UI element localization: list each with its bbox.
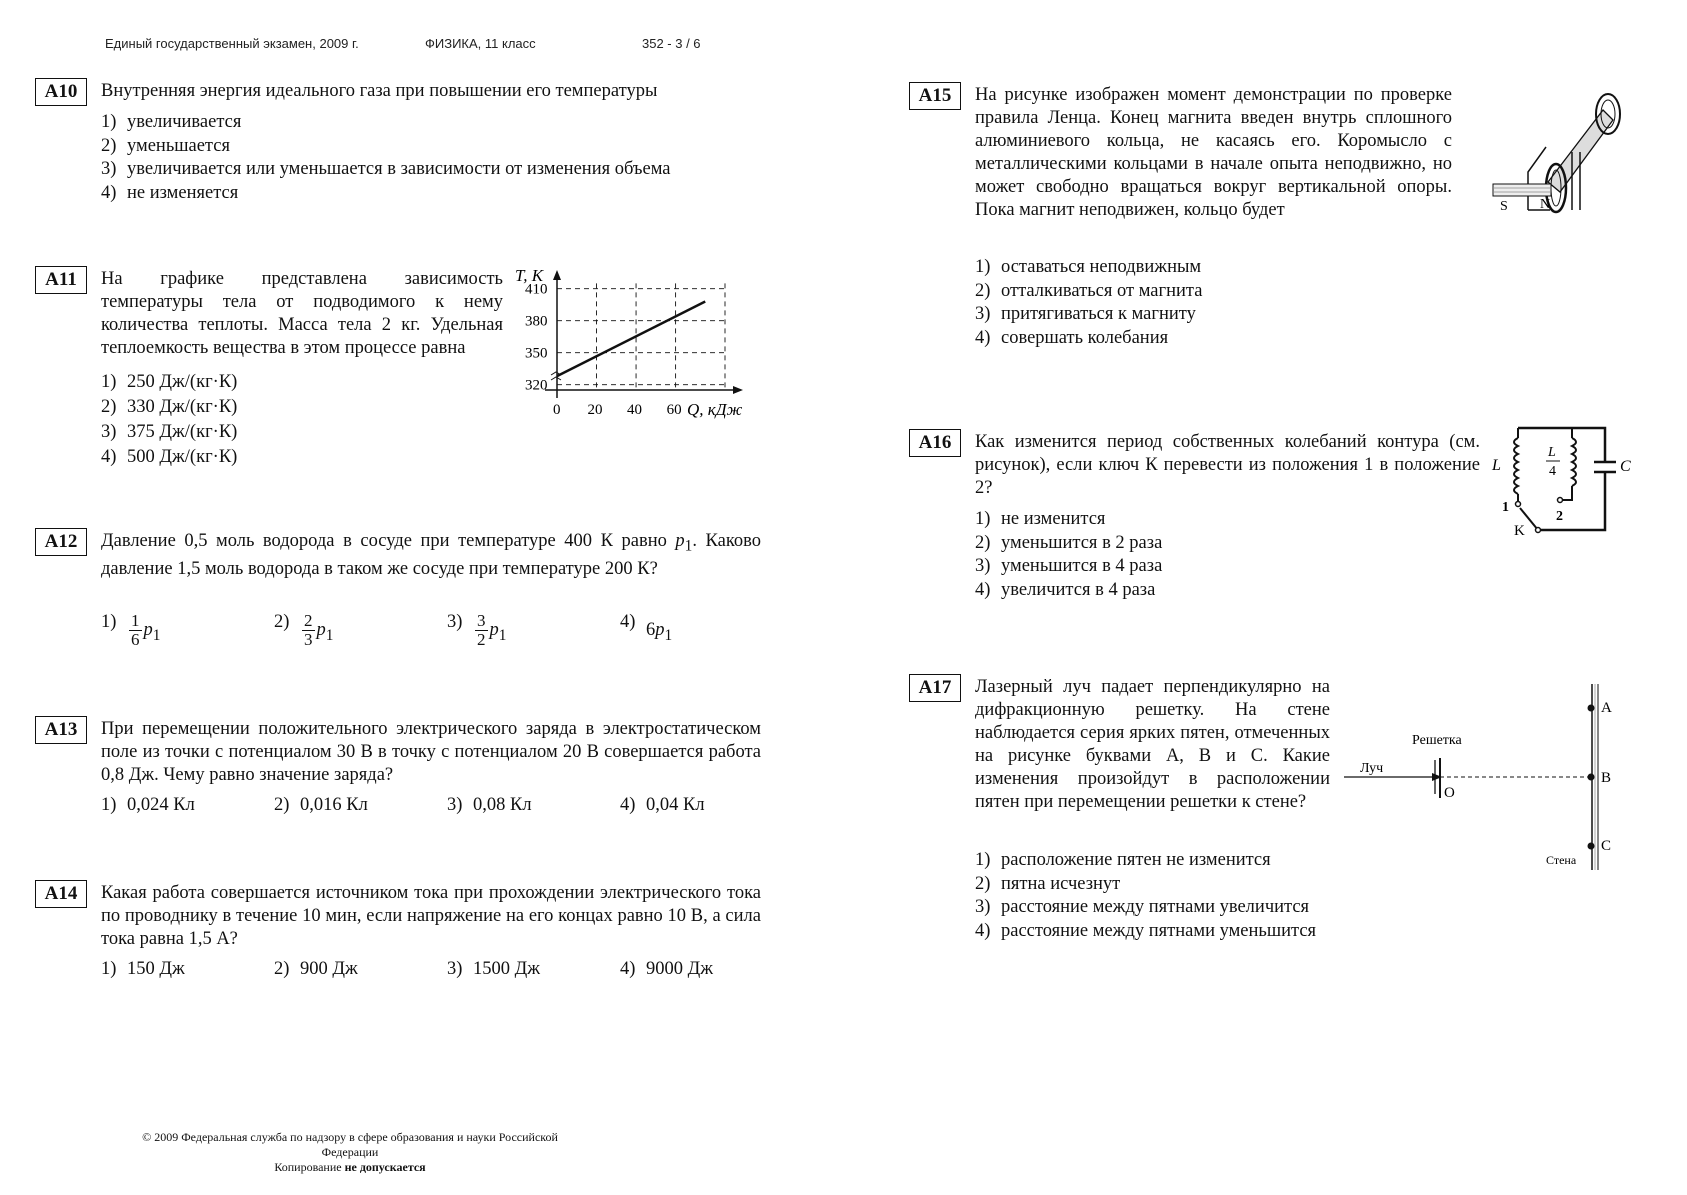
question-label-a13: A13 (35, 716, 87, 744)
question-stem-a16: Как изменится период собственных колебаний контура (см. рисунок), если ключ К перевести из положения 1 в положение 2? (975, 432, 1480, 498)
options-a11 (101, 370, 401, 470)
spot-c-label: C (1601, 838, 1612, 854)
question-label-a15: A15 (909, 82, 961, 110)
lenz-rule-figure (1488, 92, 1638, 217)
footer-copyright: © 2009 Федеральная служба по надзору в сфере образования и науки Российской Федерации (142, 1130, 558, 1159)
option: 4) расстояние между пятнами уменьшится (975, 920, 1317, 941)
y-tick-label: 380 (525, 313, 548, 330)
diffraction-figure (1340, 682, 1620, 872)
question-label-a10: A10 (35, 78, 87, 106)
option: 1) расположение пятен не изменится (975, 850, 1271, 870)
option: 1) 150 Дж (101, 959, 185, 979)
option: 1) 250 Дж/(кг·К) (101, 372, 238, 392)
option: 4) 9000 Дж (620, 959, 714, 979)
x-tick-label: 60 (666, 402, 682, 418)
option: 4) совершать колебания (975, 327, 1169, 348)
option: 2) 900 Дж (274, 959, 358, 979)
magnet-n-label: N (1540, 197, 1551, 212)
x-axis-label: Q, кДж (687, 400, 743, 419)
options-a10 (101, 111, 761, 205)
lc-circuit-figure (1490, 420, 1640, 540)
option: 3) $\frac{3}{2}$ p $_1$ (447, 611, 507, 649)
option: 4) не изменяется (101, 182, 239, 203)
wall-label: Стена (1546, 853, 1577, 867)
option: 2) уменьшится в 2 раза (975, 532, 1163, 553)
option: 3) притягиваться к магниту (975, 304, 1196, 324)
switch-pos-1-label: 1 (1502, 500, 1509, 515)
option: 3) расстояние между пятнами увеличится (975, 897, 1310, 917)
option: 4) увеличится в 4 раза (975, 579, 1156, 600)
option: 4) 500 Дж/(кг·К) (101, 447, 238, 467)
question-label-a14: A14 (35, 880, 87, 908)
footer-copy-notice: Копирование не допускается (274, 1160, 426, 1174)
options-a13 (101, 795, 793, 816)
y-axis-label: T, К (515, 268, 543, 285)
x-tick-label: 20 (587, 402, 603, 418)
x-axis-arrow (733, 386, 743, 394)
option: 2) 330 Дж/(кг·К) (101, 397, 238, 417)
options-a15 (975, 256, 1375, 350)
option: 3) увеличивается или уменьшается в зависимости от изменения объема (101, 159, 671, 179)
y-tick-label: 320 (525, 377, 548, 394)
temperature-heat-chart (505, 268, 760, 423)
question-stem-a15: На рисунке изображен момент демонстрации по проверке правила Ленца. Конец магнита введен внутрь сплошного алюминиевого кольца, не касаясь его. Коромысло с металлическими кольцами в начале опыта неподвижно, но может свободно вращаться вокруг вертикальной опоры. Пока магнит неподвижен, кольцо будет (975, 85, 1452, 220)
header-subject: ФИЗИКА, 11 класс (425, 36, 536, 51)
option: 1) 0,024 Кл (101, 795, 195, 815)
spot-b-label: B (1601, 770, 1612, 786)
footer (130, 1130, 570, 1175)
question-stem-a12: Давление 0,5 моль водорода в сосуде при температуре 400 К равно $p_1$. Каково давление 1,5 моль водорода в таком же сосуде при температуре 200 К? (101, 531, 761, 579)
switch-pos-2-label: 2 (1556, 509, 1563, 524)
option: 4) 0,04 Кл (620, 795, 705, 815)
option: 3) 1500 Дж (447, 959, 541, 979)
options-a17 (975, 849, 1395, 943)
question-label-a12: A12 (35, 528, 87, 556)
question-stem-a10: Внутренняя энергия идеального газа при повышении его температуры (101, 81, 658, 101)
y-tick-label: 350 (525, 345, 548, 362)
option: 2) 0,016 Кл (274, 795, 368, 815)
option: 3) уменьшится в 4 раза (975, 556, 1163, 576)
option: 1) $\frac{1}{6}$ p $_1$ (101, 611, 161, 649)
magnet-s-label: S (1500, 199, 1508, 214)
options-a16 (975, 508, 1375, 602)
question-stem-a13: При перемещении положительного электрического заряда в электростатическом поле из точки с потенциалом 30 В в точку с потенциалом 20 В совершается работа 0,8 Дж. Чему равно значение заряда? (101, 719, 761, 785)
x-tick-label: 40 (627, 402, 643, 418)
option: 1) увеличивается (101, 112, 242, 132)
question-stem-a17: Лазерный луч падает перпендикулярно на дифракционную решетку. На стене наблюдается серия ярких пятен, отмеченных на рисунке буквами А, В и С. Какие изменения произойдут в расположении пятен при перемещении решетки к стене? (975, 677, 1330, 812)
capacitor-c-label: C (1620, 458, 1631, 475)
beam-label: Луч (1360, 761, 1384, 776)
options-a14 (101, 959, 793, 980)
header-exam: Единый государственный экзамен, 2009 г. (105, 36, 359, 51)
inductor-l4-num: L (1548, 445, 1556, 460)
inductor-l4-den: 4 (1549, 464, 1556, 479)
y-tick-label: 410 (525, 281, 548, 298)
question-stem-a11: На графике представлена зависимость температуры тела от подводимого к нему количества теплоты. Масса тела 2 кг. Удельная теплоемкость вещества в этом процессе равна (101, 269, 503, 358)
header-page: 352 - 3 / 6 (642, 36, 701, 51)
option: 2) $\frac{2}{3}$ p $_1$ (274, 611, 334, 649)
switch-k-label: K (1514, 523, 1525, 539)
option: 3) 375 Дж/(кг·К) (101, 422, 238, 442)
option: 1) не изменится (975, 509, 1106, 529)
option: 1) оставаться неподвижным (975, 257, 1202, 277)
x-tick-label: 0 (553, 402, 561, 418)
question-label-a16: A16 (909, 429, 961, 457)
question-stem-a14: Какая работа совершается источником тока при прохождении электрического тока по проводнику в течение 10 мин, если напряжение на его концах равно 10 В, а сила тока равна 1,5 А? (101, 883, 761, 949)
option: 2) отталкиваться от магнита (975, 280, 1203, 301)
question-label-a17: A17 (909, 674, 961, 702)
option: 2) уменьшается (101, 135, 230, 156)
y-axis-arrow (553, 270, 561, 280)
option: 4) 6 p $_1$ (620, 612, 673, 644)
options-a12 (101, 612, 793, 649)
grating-label: Решетка (1412, 733, 1462, 748)
inductor-l-label: L (1492, 457, 1501, 474)
option: 2) пятна исчезнут (975, 873, 1121, 894)
spot-a-label: A (1601, 700, 1612, 716)
data-line (557, 301, 705, 376)
grating-o-label: O (1444, 785, 1455, 801)
question-label-a11: A11 (35, 266, 87, 294)
option: 3) 0,08 Кл (447, 795, 532, 815)
